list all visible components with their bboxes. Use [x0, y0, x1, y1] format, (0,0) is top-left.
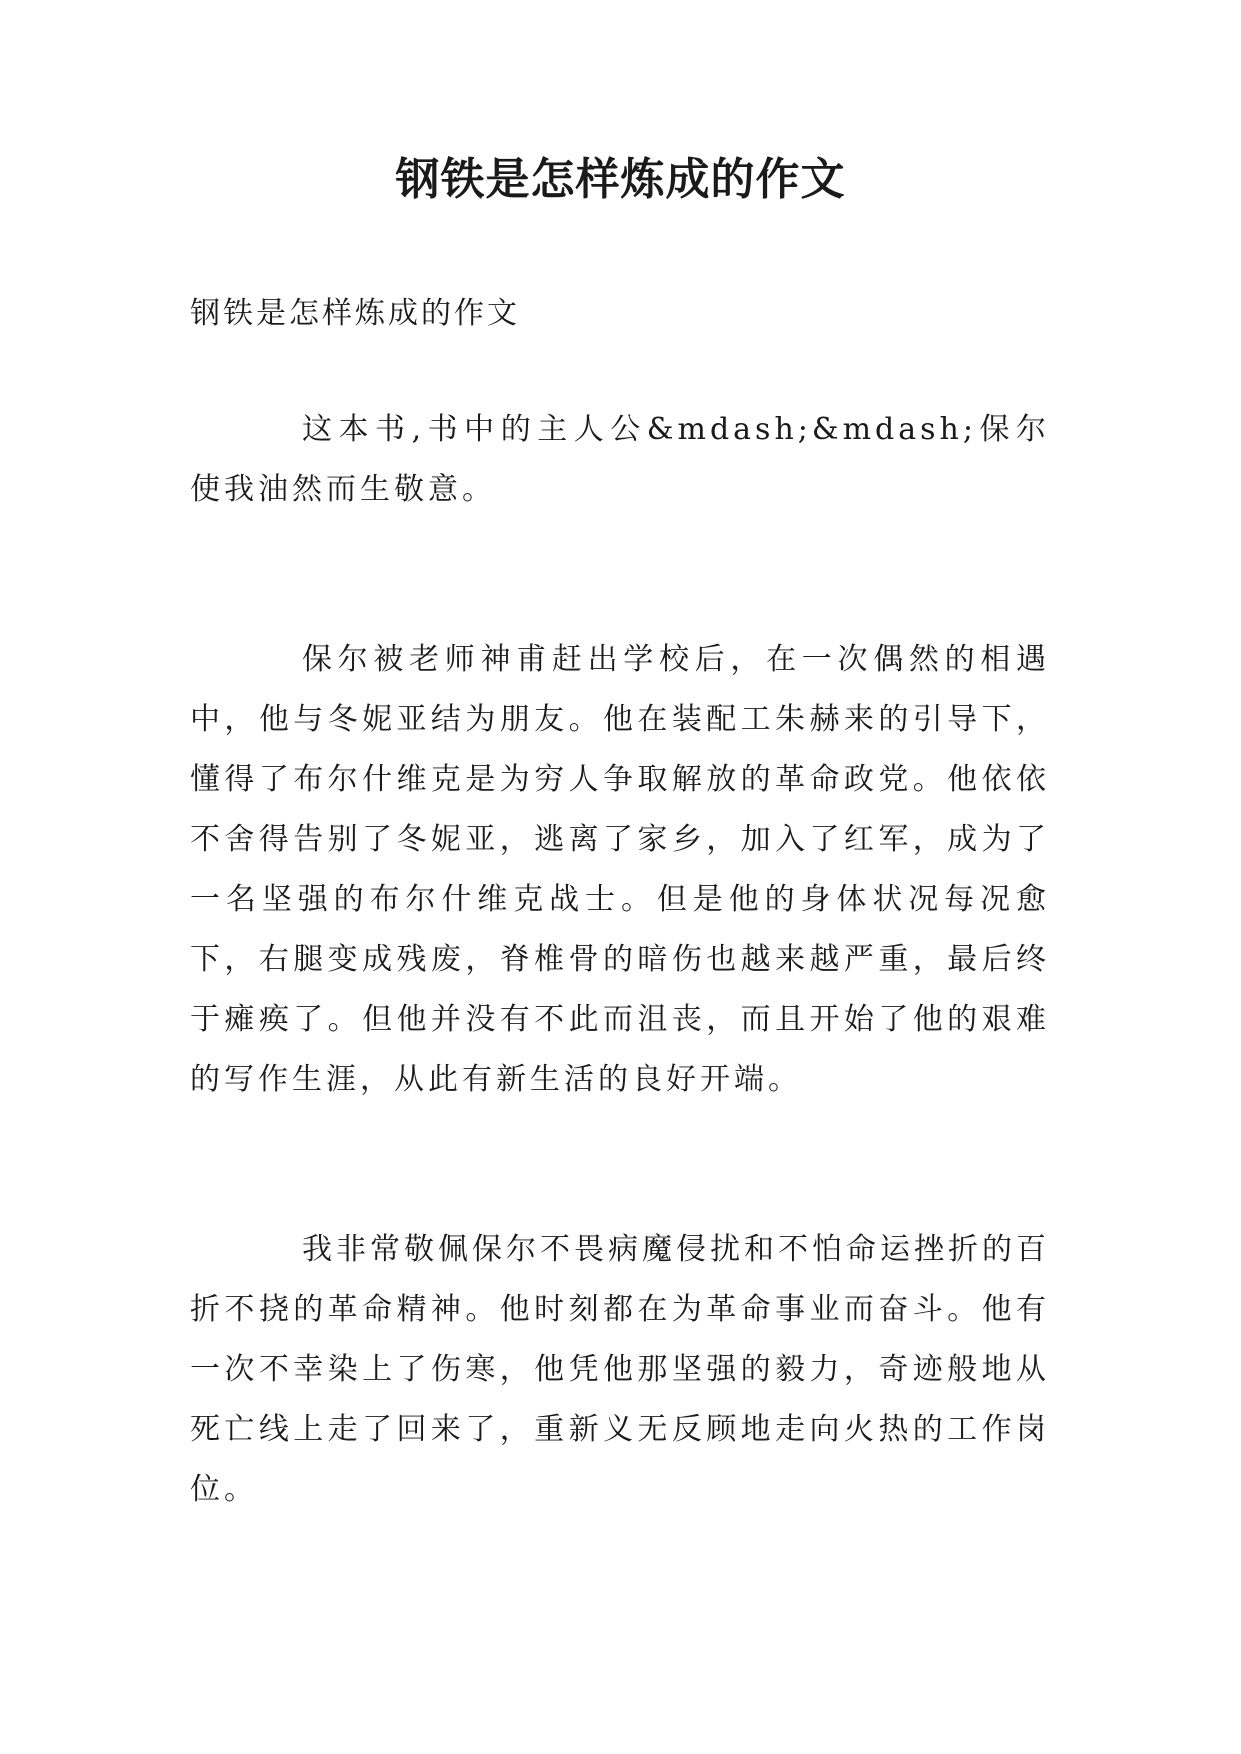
document-subtitle: 钢铁是怎样炼成的作文	[190, 296, 520, 331]
paragraph-3: 我非常敬佩保尔不畏病魔侵扰和不怕命运挫折的百折不挠的革命精神。他时刻都在为革命事业而奋斗。他有一次不幸染上了伤寒，他凭他那坚强的毅力，奇迹般地从死亡线上走了回来了，重新义无反顾地走向火热的工作岗位。	[190, 1232, 1050, 1507]
paragraph-2: 保尔被老师神甫赶出学校后，在一次偶然的相遇中，他与冬妮亚结为朋友。他在装配工朱赫来的引导下，懂得了布尔什维克是为穷人争取解放的革命政党。他依依不舍得告别了冬妮亚，逃离了家乡，加入了红军，成为了一名坚强的布尔什维克战士。但是他的身体状况每况愈下，右腿变成残废，脊椎骨的暗伤也越来越严重，最后终于瘫痪了。但他并没有不此而沮丧，而且开始了他的艰难的写作生涯，从此有新生活的良好开端。	[190, 642, 1050, 1097]
document-title: 钢铁是怎样炼成的作文	[395, 154, 846, 205]
paragraph-1: 这本书,书中的主人公&mdash;&mdash;保尔使我油然而生敬意。	[190, 412, 1050, 507]
